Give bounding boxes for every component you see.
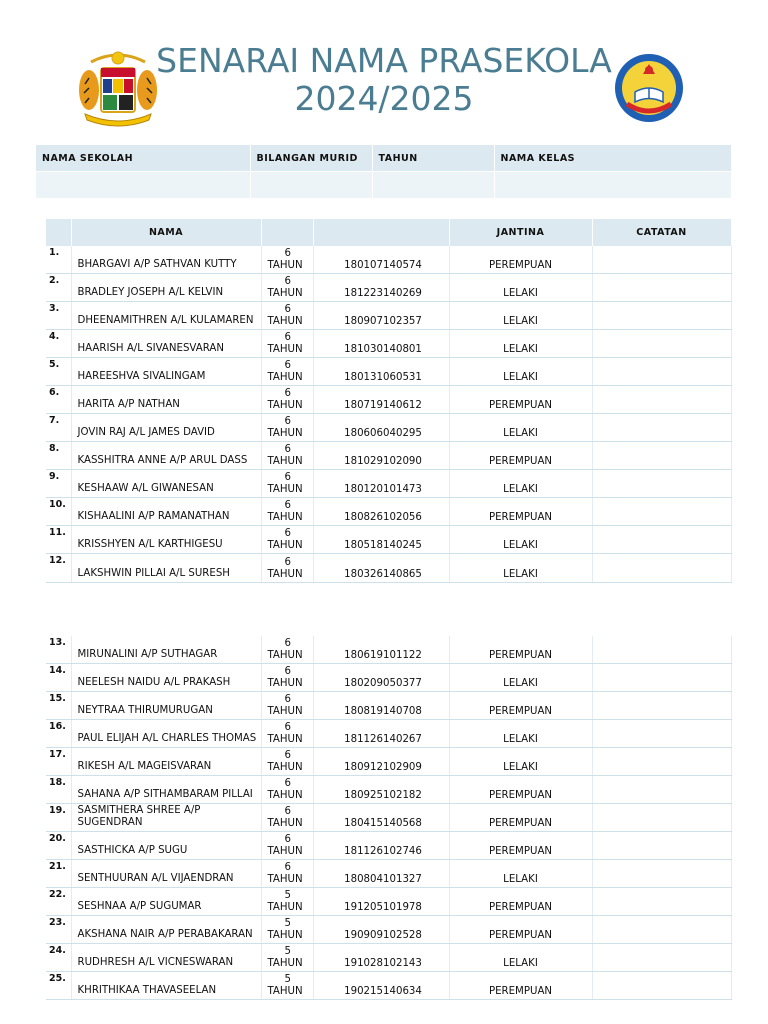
student-name: HARITA A/P NATHAN bbox=[71, 386, 261, 414]
info-header-tahun: TAHUN bbox=[372, 145, 494, 172]
title-line-1: SENARAI NAMA PRASEKOLA bbox=[156, 41, 612, 80]
student-remarks[interactable] bbox=[592, 302, 731, 330]
age-number: 6 bbox=[284, 528, 291, 539]
student-row bbox=[46, 916, 731, 944]
age-unit: TAHUN bbox=[267, 569, 303, 580]
student-name: KISHAALINI A/P RAMANATHAN bbox=[71, 498, 261, 526]
student-remarks[interactable] bbox=[592, 358, 731, 386]
student-age bbox=[261, 442, 313, 470]
age-unit: TAHUN bbox=[267, 902, 303, 913]
student-ic-number: 180415140568 bbox=[313, 804, 449, 832]
student-gender: LELAKI bbox=[449, 330, 592, 358]
student-name: SASTHICKA A/P SUGU bbox=[71, 832, 261, 860]
student-name: HAARISH A/L SIVANESVARAN bbox=[71, 330, 261, 358]
student-ic-number: 180606040295 bbox=[313, 414, 449, 442]
age-number: 6 bbox=[284, 722, 291, 733]
student-ic-number: 181223140269 bbox=[313, 274, 449, 302]
student-row bbox=[46, 386, 731, 414]
student-gender: LELAKI bbox=[449, 470, 592, 498]
info-value-tahun[interactable] bbox=[372, 172, 494, 199]
student-row bbox=[46, 636, 731, 664]
student-age bbox=[261, 554, 313, 583]
student-age bbox=[261, 414, 313, 442]
row-number: 23. bbox=[46, 916, 71, 944]
student-gender: LELAKI bbox=[449, 554, 592, 583]
student-remarks[interactable] bbox=[592, 414, 731, 442]
age-unit: TAHUN bbox=[267, 316, 303, 327]
student-ic-number: 180326140865 bbox=[313, 554, 449, 583]
student-name: RIKESH A/L MAGEISVARAN bbox=[71, 748, 261, 776]
student-row bbox=[46, 358, 731, 386]
student-age bbox=[261, 860, 313, 888]
student-row bbox=[46, 526, 731, 554]
student-remarks[interactable] bbox=[592, 804, 731, 832]
age-unit: TAHUN bbox=[267, 650, 303, 661]
student-age bbox=[261, 470, 313, 498]
age-unit: TAHUN bbox=[267, 846, 303, 857]
column-header-umur bbox=[261, 219, 313, 246]
student-ic-number: 181126140267 bbox=[313, 720, 449, 748]
age-number: 6 bbox=[284, 472, 291, 483]
student-gender: PEREMPUAN bbox=[449, 776, 592, 804]
student-remarks[interactable] bbox=[592, 972, 731, 1000]
student-remarks[interactable] bbox=[592, 776, 731, 804]
student-ic-number: 180518140245 bbox=[313, 526, 449, 554]
student-gender: LELAKI bbox=[449, 302, 592, 330]
student-row bbox=[46, 972, 731, 1000]
student-ic-number: 180107140574 bbox=[313, 246, 449, 274]
student-name: MIRUNALINI A/P SUTHAGAR bbox=[71, 636, 261, 664]
row-number: 17. bbox=[46, 748, 71, 776]
student-ic-number: 190215140634 bbox=[313, 972, 449, 1000]
age-number: 6 bbox=[284, 862, 291, 873]
student-remarks[interactable] bbox=[592, 274, 731, 302]
student-name: PAUL ELIJAH A/L CHARLES THOMAS bbox=[71, 720, 261, 748]
student-row bbox=[46, 330, 731, 358]
row-number: 9. bbox=[46, 470, 71, 498]
row-number: 8. bbox=[46, 442, 71, 470]
age-unit: TAHUN bbox=[267, 706, 303, 717]
student-row bbox=[46, 860, 731, 888]
student-ic-number: 191028102143 bbox=[313, 944, 449, 972]
student-gender: LELAKI bbox=[449, 860, 592, 888]
age-number: 6 bbox=[284, 304, 291, 315]
student-name: LAKSHWIN PILLAI A/L SURESH bbox=[71, 554, 261, 583]
student-ic-number: 180120101473 bbox=[313, 470, 449, 498]
student-gender: PEREMPUAN bbox=[449, 386, 592, 414]
row-number: 11. bbox=[46, 526, 71, 554]
student-row bbox=[46, 776, 731, 804]
age-unit: TAHUN bbox=[267, 456, 303, 467]
row-number: 7. bbox=[46, 414, 71, 442]
age-number: 6 bbox=[284, 778, 291, 789]
row-number: 1. bbox=[46, 246, 71, 274]
age-unit: TAHUN bbox=[267, 428, 303, 439]
student-table-part-1 bbox=[46, 219, 732, 583]
row-number: 24. bbox=[46, 944, 71, 972]
row-number: 6. bbox=[46, 386, 71, 414]
column-header-jantina: JANTINA bbox=[449, 219, 592, 246]
student-age bbox=[261, 664, 313, 692]
student-row bbox=[46, 554, 731, 583]
student-name: SENTHUURAN A/L VIJAENDRAN bbox=[71, 860, 261, 888]
age-number: 6 bbox=[284, 557, 291, 568]
student-row bbox=[46, 832, 731, 860]
student-remarks[interactable] bbox=[592, 554, 731, 583]
age-number: 6 bbox=[284, 666, 291, 677]
student-age bbox=[261, 720, 313, 748]
student-name: HAREESHVA SIVALINGAM bbox=[71, 358, 261, 386]
row-number: 19. bbox=[46, 804, 71, 832]
row-number: 3. bbox=[46, 302, 71, 330]
column-header-nama: NAMA bbox=[71, 219, 261, 246]
student-age bbox=[261, 498, 313, 526]
row-number: 12. bbox=[46, 554, 71, 583]
student-name: DHEENAMITHREN A/L KULAMAREN bbox=[71, 302, 261, 330]
student-name: SAHANA A/P SITHAMBARAM PILLAI bbox=[71, 776, 261, 804]
student-ic-number: 191205101978 bbox=[313, 888, 449, 916]
student-gender: PEREMPUAN bbox=[449, 692, 592, 720]
student-ic-number: 190909102528 bbox=[313, 916, 449, 944]
student-ic-number: 180912102909 bbox=[313, 748, 449, 776]
age-number: 6 bbox=[284, 276, 291, 287]
student-row bbox=[46, 274, 731, 302]
student-gender: PEREMPUAN bbox=[449, 246, 592, 274]
row-number: 13. bbox=[46, 636, 71, 664]
student-row bbox=[46, 442, 731, 470]
student-name: BRADLEY JOSEPH A/L KELVIN bbox=[71, 274, 261, 302]
age-unit: TAHUN bbox=[267, 512, 303, 523]
student-name: KRISSHYEN A/L KARTHIGESU bbox=[71, 526, 261, 554]
info-value-bilangan-murid[interactable] bbox=[250, 172, 372, 199]
student-remarks[interactable] bbox=[592, 246, 731, 274]
column-header-catatan: CATATAN bbox=[592, 219, 731, 246]
student-ic-number: 180131060531 bbox=[313, 358, 449, 386]
document-header bbox=[0, 40, 768, 130]
row-number: 5. bbox=[46, 358, 71, 386]
info-header-bilangan-murid: BILANGAN MURID bbox=[250, 145, 372, 172]
age-number: 6 bbox=[284, 444, 291, 455]
student-name: NEELESH NAIDU A/L PRAKASH bbox=[71, 664, 261, 692]
age-unit: TAHUN bbox=[267, 734, 303, 745]
row-number: 15. bbox=[46, 692, 71, 720]
student-gender: LELAKI bbox=[449, 720, 592, 748]
age-unit: TAHUN bbox=[267, 540, 303, 551]
student-remarks[interactable] bbox=[592, 330, 731, 358]
student-gender: LELAKI bbox=[449, 664, 592, 692]
student-remarks[interactable] bbox=[592, 944, 731, 972]
student-age bbox=[261, 944, 313, 972]
age-unit: TAHUN bbox=[267, 762, 303, 773]
age-unit: TAHUN bbox=[267, 372, 303, 383]
row-number: 4. bbox=[46, 330, 71, 358]
student-name: JOVIN RAJ A/L JAMES DAVID bbox=[71, 414, 261, 442]
student-row bbox=[46, 748, 731, 776]
student-gender: PEREMPUAN bbox=[449, 972, 592, 1000]
column-header-no bbox=[46, 219, 71, 246]
age-unit: TAHUN bbox=[267, 288, 303, 299]
age-number: 5 bbox=[284, 918, 291, 929]
student-remarks[interactable] bbox=[592, 916, 731, 944]
student-ic-number: 181029102090 bbox=[313, 442, 449, 470]
row-number: 21. bbox=[46, 860, 71, 888]
student-name: KHRITHIKAA THAVASEELAN bbox=[71, 972, 261, 1000]
student-name: NEYTRAA THIRUMURUGAN bbox=[71, 692, 261, 720]
student-row bbox=[46, 692, 731, 720]
student-name: KESHAAW A/L GIWANESAN bbox=[71, 470, 261, 498]
student-age bbox=[261, 776, 313, 804]
student-remarks[interactable] bbox=[592, 636, 731, 664]
age-unit: TAHUN bbox=[267, 818, 303, 829]
student-age bbox=[261, 526, 313, 554]
student-row bbox=[46, 664, 731, 692]
student-remarks[interactable] bbox=[592, 498, 731, 526]
student-row bbox=[46, 470, 731, 498]
age-unit: TAHUN bbox=[267, 344, 303, 355]
student-age bbox=[261, 386, 313, 414]
student-age bbox=[261, 888, 313, 916]
student-gender: LELAKI bbox=[449, 274, 592, 302]
info-header-nama-kelas: NAMA KELAS bbox=[494, 145, 731, 172]
student-row bbox=[46, 888, 731, 916]
column-header-ic bbox=[313, 219, 449, 246]
student-age bbox=[261, 274, 313, 302]
student-gender: LELAKI bbox=[449, 526, 592, 554]
age-unit: TAHUN bbox=[267, 790, 303, 801]
student-gender: PEREMPUAN bbox=[449, 832, 592, 860]
age-number: 6 bbox=[284, 332, 291, 343]
student-age bbox=[261, 246, 313, 274]
row-number: 10. bbox=[46, 498, 71, 526]
student-remarks[interactable] bbox=[592, 888, 731, 916]
student-name: AKSHANA NAIR A/P PERABAKARAN bbox=[71, 916, 261, 944]
student-name: SESHNAA A/P SUGUMAR bbox=[71, 888, 261, 916]
student-remarks[interactable] bbox=[592, 442, 731, 470]
student-gender: LELAKI bbox=[449, 414, 592, 442]
student-ic-number: 180209050377 bbox=[313, 664, 449, 692]
age-unit: TAHUN bbox=[267, 400, 303, 411]
age-number: 6 bbox=[284, 806, 291, 817]
age-unit: TAHUN bbox=[267, 678, 303, 689]
student-age bbox=[261, 832, 313, 860]
student-age bbox=[261, 972, 313, 1000]
student-age bbox=[261, 636, 313, 664]
student-ic-number: 181126102746 bbox=[313, 832, 449, 860]
student-name: BHARGAVI A/P SATHVAN KUTTY bbox=[71, 246, 261, 274]
row-number: 22. bbox=[46, 888, 71, 916]
age-number: 6 bbox=[284, 500, 291, 511]
student-gender: LELAKI bbox=[449, 358, 592, 386]
student-gender: LELAKI bbox=[449, 944, 592, 972]
student-remarks[interactable] bbox=[592, 832, 731, 860]
age-unit: TAHUN bbox=[267, 484, 303, 495]
age-number: 6 bbox=[284, 388, 291, 399]
info-value-nama-sekolah[interactable] bbox=[36, 172, 250, 199]
student-gender: PEREMPUAN bbox=[449, 804, 592, 832]
student-remarks[interactable] bbox=[592, 692, 731, 720]
student-ic-number: 180826102056 bbox=[313, 498, 449, 526]
age-number: 6 bbox=[284, 416, 291, 427]
age-unit: TAHUN bbox=[267, 958, 303, 969]
age-number: 6 bbox=[284, 638, 291, 649]
student-remarks[interactable] bbox=[592, 526, 731, 554]
age-number: 5 bbox=[284, 974, 291, 985]
student-row bbox=[46, 944, 731, 972]
age-number: 6 bbox=[284, 750, 291, 761]
age-number: 6 bbox=[284, 248, 291, 259]
age-unit: TAHUN bbox=[267, 260, 303, 271]
student-remarks[interactable] bbox=[592, 664, 731, 692]
student-ic-number: 180925102182 bbox=[313, 776, 449, 804]
student-age bbox=[261, 804, 313, 832]
info-header-nama-sekolah: NAMA SEKOLAH bbox=[36, 145, 250, 172]
age-unit: TAHUN bbox=[267, 930, 303, 941]
student-ic-number: 180619101122 bbox=[313, 636, 449, 664]
student-name: KASSHITRA ANNE A/P ARUL DASS bbox=[71, 442, 261, 470]
row-number: 2. bbox=[46, 274, 71, 302]
student-gender: PEREMPUAN bbox=[449, 916, 592, 944]
row-number: 14. bbox=[46, 664, 71, 692]
age-unit: TAHUN bbox=[267, 874, 303, 885]
student-row bbox=[46, 246, 731, 274]
student-ic-number: 180719140612 bbox=[313, 386, 449, 414]
age-number: 6 bbox=[284, 694, 291, 705]
student-row bbox=[46, 804, 731, 832]
student-row bbox=[46, 720, 731, 748]
student-remarks[interactable] bbox=[592, 748, 731, 776]
age-unit: TAHUN bbox=[267, 986, 303, 997]
student-row bbox=[46, 414, 731, 442]
age-number: 5 bbox=[284, 946, 291, 957]
age-number: 6 bbox=[284, 834, 291, 845]
age-number: 6 bbox=[284, 360, 291, 371]
student-name: RUDHRESH A/L VICNESWARAN bbox=[71, 944, 261, 972]
student-remarks[interactable] bbox=[592, 720, 731, 748]
student-name: SASMITHERA SHREE A/P SUGENDRAN bbox=[71, 804, 261, 832]
row-number: 18. bbox=[46, 776, 71, 804]
student-gender: PEREMPUAN bbox=[449, 498, 592, 526]
student-age bbox=[261, 330, 313, 358]
school-emblem-logo bbox=[613, 52, 685, 124]
student-age bbox=[261, 748, 313, 776]
student-table-part-2 bbox=[46, 636, 732, 1000]
student-gender: PEREMPUAN bbox=[449, 636, 592, 664]
student-ic-number: 180819140708 bbox=[313, 692, 449, 720]
student-age bbox=[261, 916, 313, 944]
student-row bbox=[46, 498, 731, 526]
school-info-table bbox=[36, 145, 732, 198]
student-ic-number: 180907102357 bbox=[313, 302, 449, 330]
age-number: 5 bbox=[284, 890, 291, 901]
row-number: 16. bbox=[46, 720, 71, 748]
student-remarks[interactable] bbox=[592, 860, 731, 888]
student-remarks[interactable] bbox=[592, 386, 731, 414]
student-ic-number: 180804101327 bbox=[313, 860, 449, 888]
student-age bbox=[261, 302, 313, 330]
student-row bbox=[46, 302, 731, 330]
student-remarks[interactable] bbox=[592, 470, 731, 498]
row-number: 25. bbox=[46, 972, 71, 1000]
student-age bbox=[261, 358, 313, 386]
title-line-2: 2024/2025 bbox=[294, 79, 474, 118]
student-age bbox=[261, 692, 313, 720]
row-number: 20. bbox=[46, 832, 71, 860]
student-gender: LELAKI bbox=[449, 748, 592, 776]
info-value-nama-kelas[interactable] bbox=[494, 172, 731, 199]
student-gender: PEREMPUAN bbox=[449, 442, 592, 470]
student-gender: PEREMPUAN bbox=[449, 888, 592, 916]
student-ic-number: 181030140801 bbox=[313, 330, 449, 358]
